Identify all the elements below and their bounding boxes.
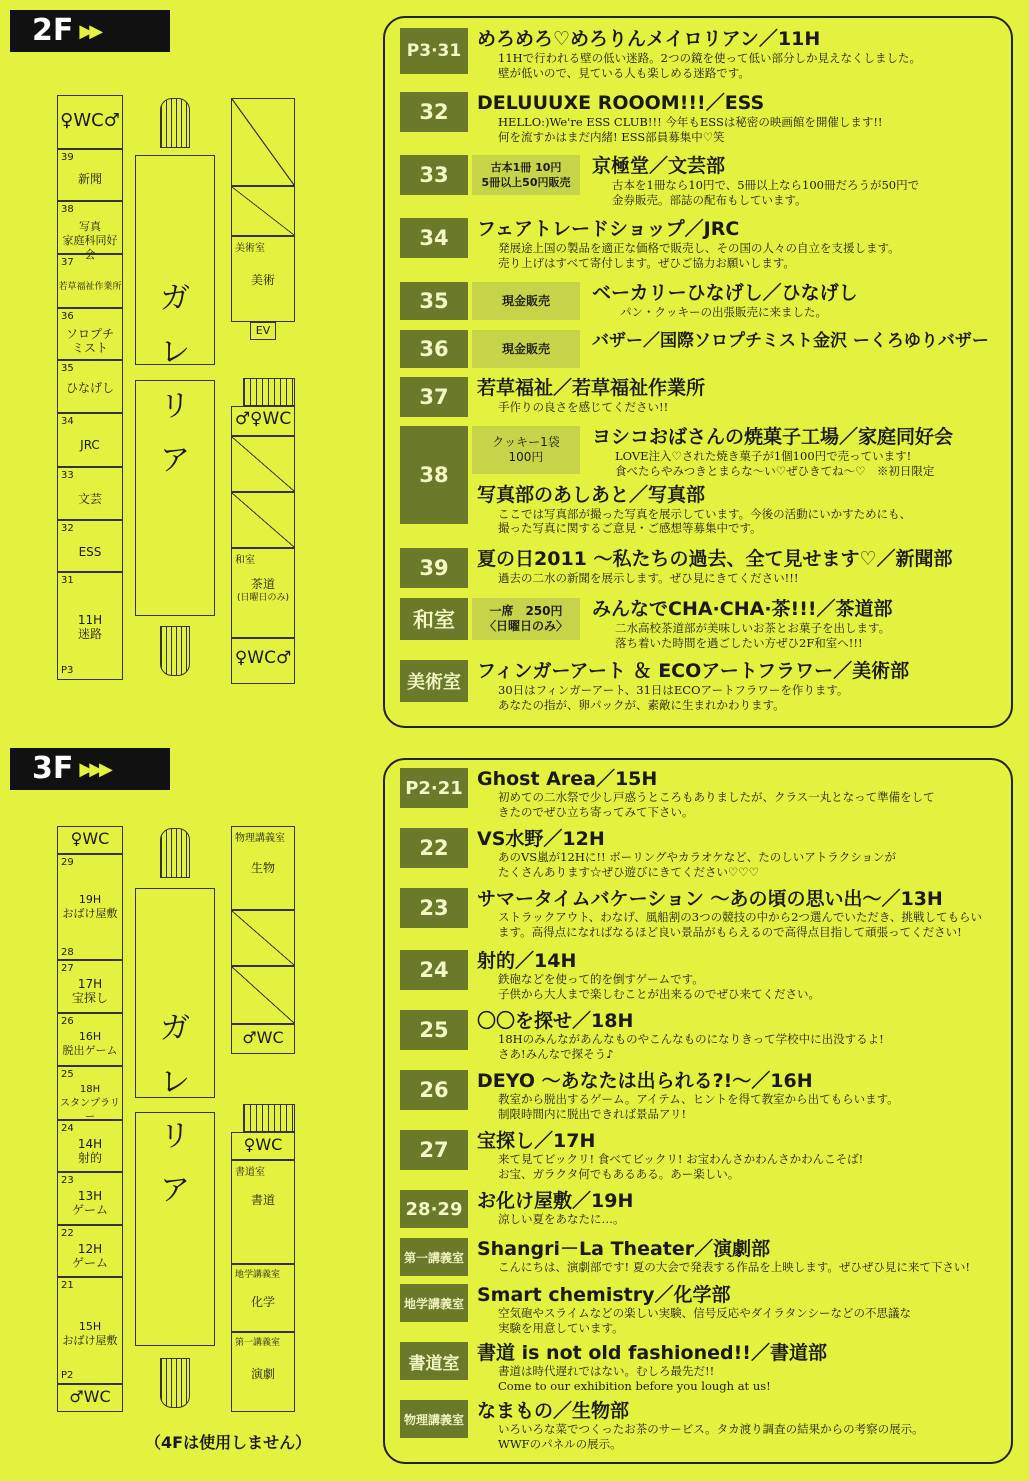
event-desc: 古本を1冊なら10円で、5冊以上なら100冊だろうが50円で — [612, 178, 920, 192]
room-badge: 39 — [400, 548, 468, 588]
room-label: 11H 迷路 — [77, 613, 103, 641]
room-number: 第一講義室 — [235, 1338, 281, 1348]
event-desc: 実験を用意しています。 — [498, 1321, 624, 1335]
event-entry — [400, 660, 1010, 710]
map-room-wc — [57, 1384, 123, 1412]
price-note: クッキー1袋 100円 — [472, 426, 580, 474]
room-number: 25 — [61, 1069, 74, 1080]
room-label: 若草福祉作業所 — [58, 282, 122, 292]
room-badge: 地学講義室 — [400, 1284, 468, 1322]
room-badge: 38 — [400, 426, 468, 524]
event-desc: あのVS嵐が12Hに!! ボーリングやカラオケなど、たのしいアトラクションが — [498, 850, 897, 864]
room-number: 32 — [61, 523, 74, 534]
map-room-22 — [57, 1225, 123, 1277]
arrow-icon: ▶▶ — [79, 21, 100, 42]
room-number: 美術室 — [235, 243, 265, 254]
event-entry — [400, 1238, 1010, 1280]
event-entry — [400, 1342, 1010, 1396]
map-room-29 — [57, 854, 123, 960]
room-badge: 書道室 — [400, 1342, 468, 1380]
event-title: バザー／国際ソロプチミスト金沢 ーくろゆりバザー — [592, 331, 989, 351]
wc-label: ♀WC♂ — [60, 110, 120, 131]
room-badge: 23 — [400, 888, 468, 928]
room-number: 38 — [61, 204, 74, 215]
event-entry — [400, 1400, 1010, 1454]
room-label: 12H ゲーム — [71, 1242, 108, 1270]
event-title: めろめろ♡めろりんメイロリアン／11H — [477, 28, 821, 50]
wc-label: ♀WC — [243, 1135, 283, 1154]
event-entry — [400, 218, 1010, 270]
event-title: Smart chemistry／化学部 — [477, 1284, 731, 1306]
room-badge: P2·21 — [400, 768, 468, 808]
event-title: 書道 is not old fashioned!!／書道部 — [477, 1342, 827, 1364]
event-desc: 子供から大人まで楽しむことが出来るのでぜひ来てください。 — [498, 987, 820, 1001]
room-label: 新聞 — [77, 172, 102, 186]
room-number: 35 — [61, 363, 74, 374]
map-room-art — [231, 236, 295, 322]
room-number: 26 — [61, 1016, 74, 1027]
event-entry — [400, 768, 1010, 822]
event-desc: 過去の二水の新聞を展示します。ぜひ見にきてください!!! — [498, 571, 799, 585]
event-entry — [400, 426, 1010, 535]
room-number: 書道室 — [235, 1167, 265, 1178]
room-label: 美術 — [250, 273, 275, 287]
map-room-physics — [231, 826, 295, 910]
map-room-25 — [57, 1066, 123, 1123]
map-room-blank — [231, 492, 295, 548]
map-room-34 — [57, 413, 123, 467]
price-note: 一席 250円 〈日曜日のみ〉 — [472, 598, 580, 640]
room-badge: 32 — [400, 92, 468, 132]
room-label: 書道 — [250, 1193, 275, 1207]
room-number: 22 — [61, 1228, 74, 1239]
room-number: 地学講義室 — [235, 1270, 281, 1280]
event-title: 〇〇を探せ／18H — [477, 1010, 634, 1032]
stairs-icon — [160, 828, 190, 878]
galleria-char: リ — [160, 389, 190, 424]
event-title: フェアトレードショップ／JRC — [477, 218, 740, 240]
event-desc: 涼しい夏をあなたに…。 — [498, 1212, 625, 1226]
room-label: ESS — [78, 545, 102, 559]
event-entry — [400, 1284, 1010, 1338]
map-room-21 — [57, 1277, 123, 1384]
room-number: 21 — [61, 1280, 74, 1291]
map-room-wc — [231, 406, 295, 436]
room-badge: 33 — [400, 155, 468, 195]
event-desc: 教室から脱出するゲーム。アイテム、ヒントを得て教室から出てもらいます。 — [498, 1092, 899, 1106]
event-desc: WWFのパネルの展示。 — [498, 1437, 622, 1451]
galleria-char: ガ — [160, 1011, 190, 1046]
room-label: 16H 脱出ゲーム — [62, 1030, 118, 1057]
stairs-icon — [160, 1358, 190, 1408]
event-desc: 二水高校茶道部が美味しいお茶とお菓子を出します。 — [615, 621, 891, 635]
map-room-31 — [57, 572, 123, 680]
event-desc: 落ち着いた時間を過ごしたい方ぜひ2F和室へ!!! — [615, 636, 863, 650]
map-room-blank — [231, 966, 295, 1024]
map-room-39 — [57, 149, 123, 201]
event-desc: さあ!みんなで探そう♪ — [498, 1047, 614, 1061]
event-desc: HELLO:)We're ESS CLUB!!! 今年もESSは秘密の映画館を開催します!! — [498, 115, 883, 129]
event-entry — [400, 330, 1010, 370]
map-room-washitsu — [231, 548, 295, 638]
event-entry — [400, 888, 1010, 942]
map-elevator — [250, 322, 276, 340]
map-room-37 — [57, 254, 123, 308]
event-entry — [400, 282, 1010, 322]
event-desc: 来て見てビックリ! 食べてビックリ! お宝わんさかわんさかわんこそば! — [498, 1152, 864, 1166]
event-desc: あなたの指が、卵パックが、素敵に生まれかわります。 — [498, 698, 785, 712]
room-badge: 37 — [400, 377, 468, 417]
room-number: 33 — [61, 470, 74, 481]
galleria-char: レ — [160, 335, 190, 370]
event-desc: 壁が低いので、見ている人も楽しめる迷路です。 — [498, 66, 750, 80]
room-number: 和室 — [235, 555, 255, 566]
event-title: 夏の日2011 〜私たちの過去、全て見せます♡／新聞部 — [477, 548, 953, 570]
event-desc: LOVE注入♡された焼き菓子が1個100円で売っています! — [615, 449, 912, 463]
arrow-icon: ▶▶▶ — [79, 759, 109, 780]
room-label: 14H 射的 — [77, 1137, 103, 1165]
event-entry — [400, 548, 1010, 590]
room-badge: 34 — [400, 218, 468, 258]
room-label: 演劇 — [250, 1367, 275, 1381]
room-label: 生物 — [250, 861, 275, 875]
room-label: 15H おばけ屋敷 — [62, 1320, 118, 1347]
event-title: DEYO 〜あなたは出られる?!〜／16H — [477, 1070, 813, 1092]
floor-3-label: 3F — [32, 751, 74, 786]
map-room-geo — [231, 1264, 295, 1332]
event-desc: たくさんあります☆ぜひ遊びにきてください♡♡♡ — [498, 865, 759, 879]
room-number: 27 — [61, 963, 74, 974]
room-badge: 25 — [400, 1010, 468, 1050]
map-room-wc — [57, 95, 123, 149]
room-number: 28 — [61, 947, 74, 958]
event-desc: 制限時間内に脱出できれば景品アリ! — [498, 1107, 687, 1121]
event-desc: 11Hで行われる壁の低い迷路。2つの鏡を使って低い部分しか見えなくしました。 — [498, 51, 921, 65]
event-entry — [400, 1190, 1010, 1230]
event-entry — [400, 1070, 1010, 1124]
room-label: 18H スタンプラリー — [60, 1084, 120, 1123]
event-title: 射的／14H — [477, 950, 577, 972]
map-room-wc — [57, 826, 123, 854]
room-number: P3 — [61, 665, 74, 676]
galleria-char: リ — [160, 1119, 190, 1154]
event-title: Shangri－La Theater／演劇部 — [477, 1238, 771, 1260]
event-entry — [400, 1010, 1010, 1064]
map-room-36 — [57, 308, 123, 360]
event-title: お化け屋敷／19H — [477, 1190, 634, 1212]
galleria-char: ア — [160, 443, 190, 478]
event-entry — [400, 828, 1010, 882]
event-desc: 空気砲やスライムなどの楽しい実験、信号反応やダイラタンシーなどの不思議な — [498, 1306, 912, 1320]
event-title: DELUUUXE ROOOM!!!／ESS — [477, 92, 765, 114]
event-desc: 何を流すかはまだ内緒! ESS部員募集中♡笑 — [498, 130, 725, 144]
room-note: (日曜日のみ) — [236, 593, 290, 603]
event-title: なまもの／生物部 — [477, 1400, 630, 1422]
event-desc: 18Hのみんながあんなものやこんなものになりきって学校中に出没するよ! — [498, 1032, 884, 1046]
map-room-wc — [231, 638, 295, 684]
event-entry — [400, 1130, 1010, 1184]
room-label: JRC — [80, 438, 100, 452]
event-title: ベーカリーひなげし／ひなげし — [592, 282, 858, 304]
room-badge: 28·29 — [400, 1190, 468, 1228]
event-title: 京極堂／文芸部 — [592, 155, 726, 177]
event-title: サマータイムバケーション 〜あの頃の思い出〜／13H — [477, 888, 943, 910]
map-room-blank — [231, 186, 295, 236]
map-room-wc — [231, 1132, 295, 1160]
event-desc: 発展途上国の製品を適正な価格で販売し、その国の人々の自立を支援します。 — [498, 241, 900, 255]
event-desc: 金券販売。部誌の配布もしています。 — [612, 193, 807, 207]
event-entry — [400, 92, 1010, 144]
room-badge: 27 — [400, 1130, 468, 1170]
room-label: 13H ゲーム — [71, 1189, 108, 1217]
event-title: フィンガーアート ＆ ECOアートフラワー／美術部 — [477, 660, 910, 682]
stairs-icon — [243, 1104, 295, 1132]
room-badge: 美術室 — [400, 660, 468, 702]
map-room-first — [231, 1332, 295, 1412]
galleria-char: ア — [160, 1173, 190, 1208]
map-room-23 — [57, 1172, 123, 1225]
event-desc: Come to our exhibition before you lough at us! — [498, 1379, 771, 1393]
room-number: 物理講義室 — [235, 833, 285, 844]
map-room-32 — [57, 520, 123, 572]
map-room-26 — [57, 1013, 123, 1066]
room-label: 文芸 — [77, 492, 102, 506]
map-room-38 — [57, 201, 123, 261]
room-number: 37 — [61, 257, 74, 268]
map-room-wc — [231, 1024, 295, 1054]
room-number: 23 — [61, 1175, 74, 1186]
event-desc: 書道は時代遅れではない。むしろ最先だ!! — [498, 1364, 715, 1378]
event-title: みんなでCHA·CHA·茶!!!／茶道部 — [592, 598, 893, 620]
event-desc: 30日はフィンガーアート、31日はECOアートフラワーを作ります。 — [498, 683, 849, 697]
stairs-icon — [160, 98, 190, 148]
event-title: VS水野／12H — [477, 828, 605, 850]
event-title: 宝探し／17H — [477, 1130, 596, 1152]
event-entry — [400, 598, 1010, 648]
galleria-char: レ — [160, 1065, 190, 1100]
elevator-label: EV — [255, 324, 271, 337]
room-badge: 22 — [400, 828, 468, 868]
room-badge: 物理講義室 — [400, 1400, 468, 1438]
wc-label: ♀WC — [70, 829, 110, 848]
price-note: 現金販売 — [472, 282, 580, 320]
map-room-blank — [231, 910, 295, 966]
event-desc: いろいろな菜でつくったお茶のサービス。タカ渡り調査の結果からの考察の展示。 — [498, 1422, 924, 1436]
room-badge: 第一講義室 — [400, 1238, 468, 1276]
event-desc: ストラックアウト、わなげ、風船割の3つの競技の中から2つ選んでいただき、挑戦してもらい — [498, 910, 982, 924]
event-desc: きたのでぜひ立ち寄ってみて下さい。 — [498, 805, 694, 819]
room-number: 34 — [61, 416, 74, 427]
event-desc: ここでは写真部が撮った写真を展示しています。今後の活動にいかすためにも、 — [498, 507, 912, 521]
price-note: 現金販売 — [472, 330, 580, 368]
event-title: Ghost Area／15H — [477, 768, 658, 790]
map-room-24 — [57, 1120, 123, 1172]
event-entry — [400, 28, 1010, 80]
event-desc: 売り上げはすべて寄付します。ぜひご協力お願いします。 — [498, 256, 795, 270]
room-label: 茶道 — [250, 577, 275, 591]
event-desc: お宝、ガラクタ何でもあるある。あー楽しい。 — [498, 1167, 740, 1181]
room-number: 39 — [61, 152, 74, 163]
room-label: 17H 宝探し — [71, 977, 108, 1005]
map-room-calligraphy — [231, 1160, 295, 1264]
price-note: 古本1冊 10円 5冊以上50円販売 — [472, 155, 580, 195]
floor-3-header — [10, 748, 170, 790]
room-badge: 和室 — [400, 598, 468, 640]
galleria-char: ガ — [160, 281, 190, 316]
room-number: 29 — [61, 857, 74, 868]
wc-label: ♂WC — [242, 1028, 284, 1047]
stairs-icon — [160, 626, 190, 676]
floor-2-label: 2F — [32, 13, 74, 48]
wc-label: ♀WC♂ — [234, 648, 292, 668]
event-desc: 初めての二水祭で少し戸惑うところもありましたが、クラス一丸となって準備をして — [498, 790, 935, 804]
event-title: ヨシコおばさんの焼菓子工場／家庭同好会 — [592, 426, 954, 448]
stairs-icon — [243, 378, 295, 406]
floor-4-note: （4Fは使用しません） — [145, 1433, 312, 1452]
event-desc: こんにちは、演劇部です! 夏の大会で発表する作品を上映します。ぜひぜひ見に来て下さい! — [498, 1260, 970, 1274]
event-entry — [400, 377, 1010, 419]
map-room-35 — [57, 360, 123, 413]
room-label: 化学 — [250, 1295, 275, 1309]
wc-label: ♂WC — [69, 1387, 111, 1406]
floor-2-header — [10, 10, 170, 52]
room-badge: 24 — [400, 950, 468, 990]
event-desc: 食べたらやみつきとまらな〜い♡ぜひきてね〜♡ ※初日限定 — [615, 464, 935, 478]
event-title: 若草福祉／若草福祉作業所 — [477, 377, 706, 399]
room-number: 31 — [61, 575, 74, 586]
room-number: 24 — [61, 1123, 74, 1134]
map-room-blank — [231, 436, 295, 492]
room-badge: 36 — [400, 330, 468, 368]
room-badge: 26 — [400, 1070, 468, 1110]
event-entry — [400, 155, 1010, 207]
room-label: 写真 家庭科同好会 — [62, 220, 118, 261]
map-room-27 — [57, 960, 123, 1013]
room-label: 19H おばけ屋敷 — [62, 893, 118, 920]
event-desc: 手作りの良さを感じてください!! — [498, 400, 669, 414]
room-number: 36 — [61, 311, 74, 322]
wc-label: ♂♀WC — [234, 409, 292, 429]
event-desc: ます。高得点になればなるほど良い景品がもらえるので高得点目指して頑張ってください! — [498, 925, 962, 939]
room-badge: 35 — [400, 282, 468, 320]
event-desc: 鉄砲などを使って的を倒すゲームです。 — [498, 972, 704, 986]
room-badge: P3·31 — [400, 28, 468, 74]
event-desc: 撮った写真に関するご意見・ご感想等募集中です。 — [498, 521, 762, 535]
room-label: ひなげし — [65, 381, 114, 395]
map-room-blank — [231, 98, 295, 186]
event-title: 写真部のあしあと／写真部 — [477, 484, 706, 506]
room-label: ソロプチ ミスト — [65, 327, 114, 355]
event-entry — [400, 950, 1010, 1004]
map-room-33 — [57, 467, 123, 520]
room-number: P2 — [61, 1370, 74, 1381]
event-desc: パン・クッキーの出張販売に来ました。 — [620, 305, 827, 319]
